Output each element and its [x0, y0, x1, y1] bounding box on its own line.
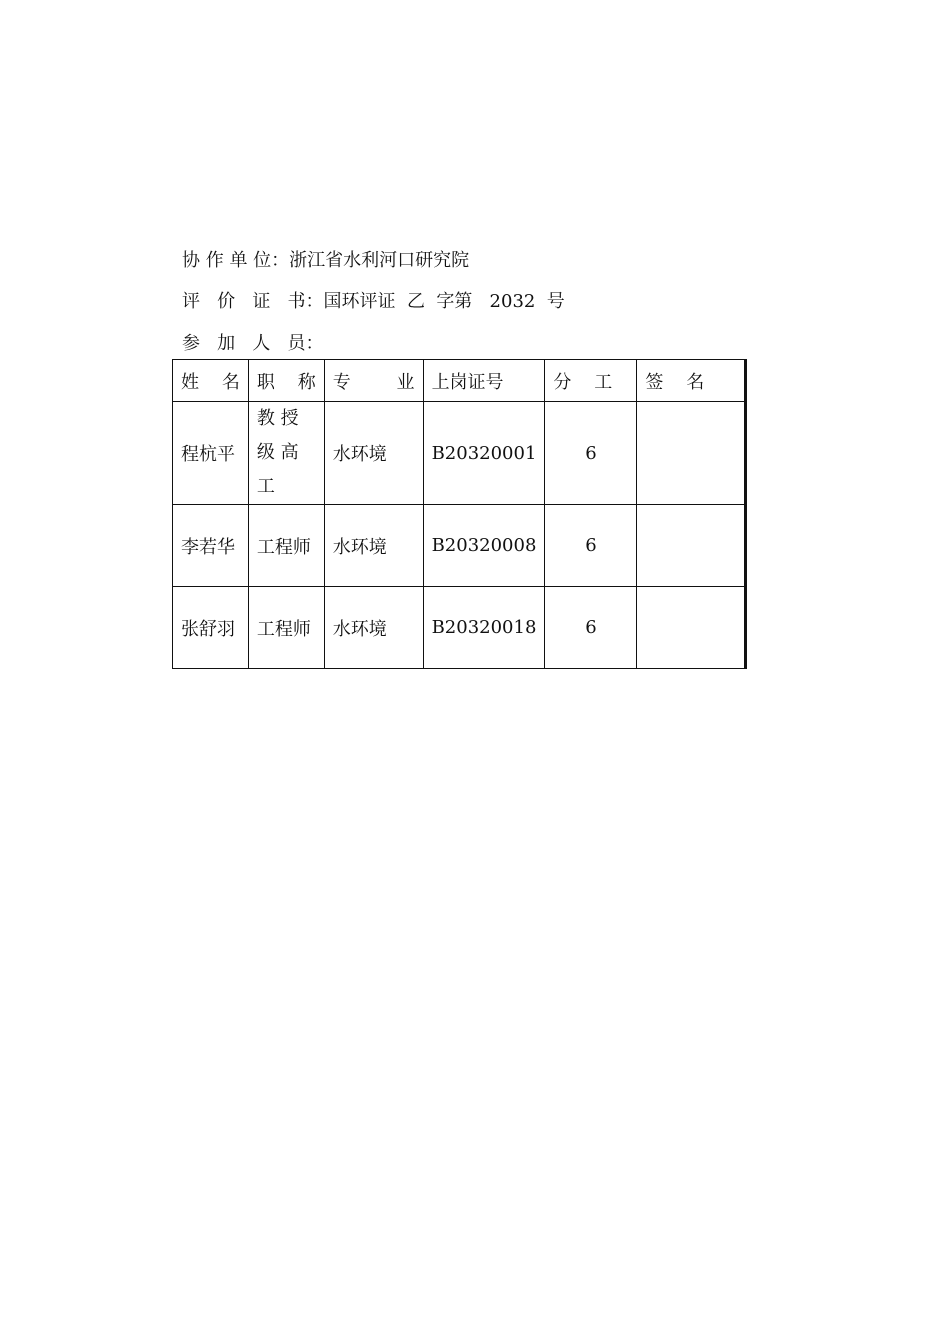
cell-task: 6 [545, 505, 637, 587]
cell-title: 工程师 [248, 505, 324, 587]
cell-name: 程杭平 [173, 402, 249, 505]
cell-title: 教 授 级 高工 [248, 402, 324, 505]
cell-major: 水环境 [324, 505, 423, 587]
header-title: 职 称 [248, 360, 324, 402]
header-name: 姓 名 [173, 360, 249, 402]
cell-major: 水环境 [324, 402, 423, 505]
cell-sign [637, 505, 746, 587]
cell-title: 工程师 [248, 587, 324, 669]
table-row [173, 505, 746, 587]
cell-task: 6 [545, 587, 637, 669]
staff-table [172, 359, 747, 669]
table-row [173, 587, 746, 669]
cell-major: 水环境 [324, 587, 423, 669]
participants-label: 参 加 人 员： [182, 333, 324, 354]
table-row [173, 402, 746, 505]
cell-cert: B20320008 [423, 505, 545, 587]
cell-sign [637, 587, 746, 669]
cell-cert: B20320001 [423, 402, 545, 505]
cell-sign [637, 402, 746, 505]
cell-name: 张舒羽 [173, 587, 249, 669]
header-major: 专 业 [324, 360, 423, 402]
table-header-row [173, 360, 746, 402]
assessment-certificate-line: 评 价 证 书：国环评证 乙 字第 2032 号 [182, 291, 565, 312]
cell-name: 李若华 [173, 505, 249, 587]
cell-task: 6 [545, 402, 637, 505]
header-sign: 签 名 [637, 360, 746, 402]
cell-cert: B20320018 [423, 587, 545, 669]
collaborating-unit-line: 协 作 单 位：浙江省水利河口研究院 [182, 250, 470, 271]
header-task: 分 工 [545, 360, 637, 402]
header-cert: 上岗证号 [423, 360, 545, 402]
